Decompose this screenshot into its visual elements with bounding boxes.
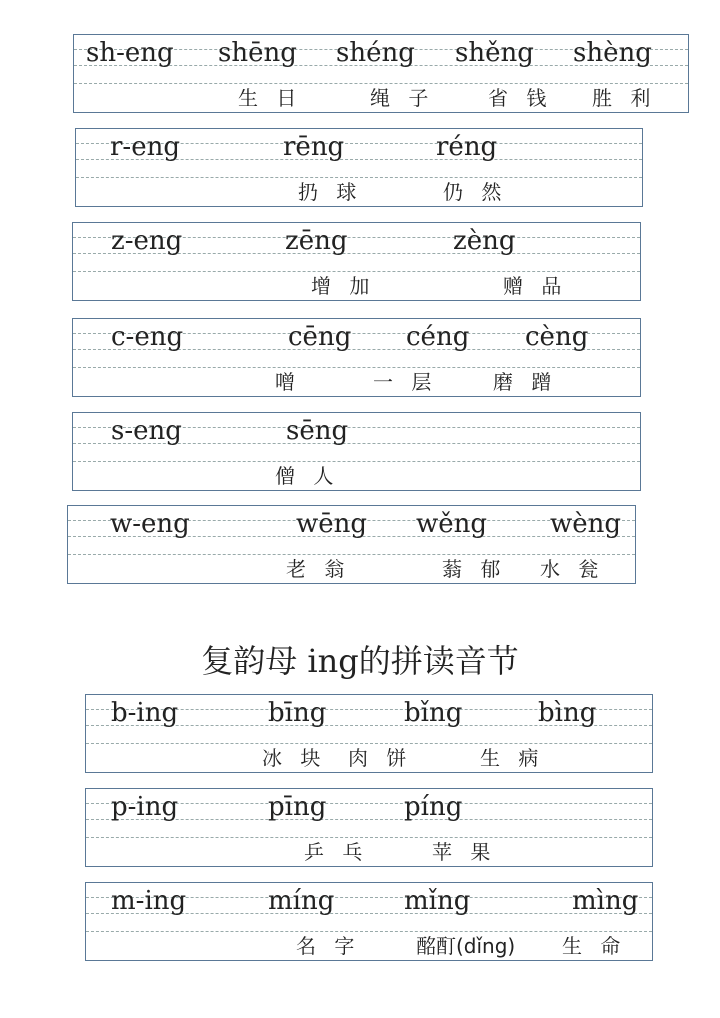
pinyin: shēng: [218, 38, 297, 68]
syllable-card-p-ing: [85, 788, 653, 867]
word: 蓊 郁: [442, 557, 507, 581]
word: 酩酊(dǐng): [416, 934, 516, 958]
pinyin: céng: [406, 322, 470, 352]
syllable-card-r-eng: [75, 128, 643, 207]
word: 冰 块: [262, 746, 327, 770]
syllable-card-sh-eng: [73, 34, 689, 113]
pinyin: cēng: [288, 322, 352, 352]
pinyin: c-eng: [111, 322, 184, 352]
pinyin: sēng: [286, 416, 349, 446]
pinyin: sh-eng: [86, 38, 174, 68]
word: 水 瓮: [540, 557, 605, 581]
pinyin: z-eng: [111, 226, 183, 256]
pinyin: bǐng: [404, 698, 463, 728]
pinyin: rēng: [283, 132, 345, 162]
pinyin: zèng: [453, 226, 516, 256]
word: 一 层: [373, 370, 438, 394]
pinyin: p-ing: [111, 792, 179, 822]
word: 赠 品: [503, 274, 568, 298]
pinyin: s-eng: [111, 416, 182, 446]
syllable-card-s-eng: [72, 412, 641, 491]
pinyin: wěng: [416, 509, 488, 539]
word: 仍 然: [443, 180, 508, 204]
pinyin: w-eng: [110, 509, 190, 539]
pinyin: b-ing: [111, 698, 179, 728]
pinyin: bīng: [268, 698, 327, 728]
word: 扔 球: [298, 180, 363, 204]
word: 生 日: [238, 86, 303, 110]
pinyin: shèng: [573, 38, 652, 68]
word: 苹 果: [432, 840, 497, 864]
syllable-card-c-eng: [72, 318, 641, 397]
pinyin: pīng: [268, 792, 327, 822]
pinyin: shéng: [336, 38, 415, 68]
pinyin: píng: [404, 792, 463, 822]
pinyin: cèng: [525, 322, 589, 352]
word: 噌: [275, 370, 301, 394]
pinyin: wēng: [296, 509, 368, 539]
pinyin: shěng: [455, 38, 534, 68]
word: 增 加: [311, 274, 376, 298]
word: 省 钱: [488, 86, 553, 110]
word: 肉 饼: [348, 746, 413, 770]
word: 绳 子: [370, 86, 435, 110]
word: 生 命: [562, 934, 627, 958]
word: 乒 乓: [304, 840, 369, 864]
section-title: 复韵母 ing的拼读音节: [201, 642, 519, 680]
pinyin: míng: [268, 886, 335, 916]
pinyin: r-eng: [110, 132, 180, 162]
word: 胜 利: [592, 86, 657, 110]
pinyin: mìng: [572, 886, 639, 916]
word: 老 翁: [286, 557, 351, 581]
pinyin: wèng: [550, 509, 622, 539]
pinyin: mǐng: [404, 886, 471, 916]
syllable-card-z-eng: [72, 222, 641, 301]
pinyin: m-ing: [111, 886, 187, 916]
pinyin: zēng: [285, 226, 348, 256]
word: 生 病: [480, 746, 545, 770]
syllable-card-b-ing: [85, 694, 653, 773]
word: 名 字: [296, 934, 361, 958]
syllable-card-w-eng: [67, 505, 636, 584]
pinyin: réng: [436, 132, 498, 162]
syllable-card-m-ing: [85, 882, 653, 961]
word: 磨 蹭: [493, 370, 558, 394]
word: 僧 人: [275, 464, 340, 488]
pinyin: bìng: [538, 698, 597, 728]
